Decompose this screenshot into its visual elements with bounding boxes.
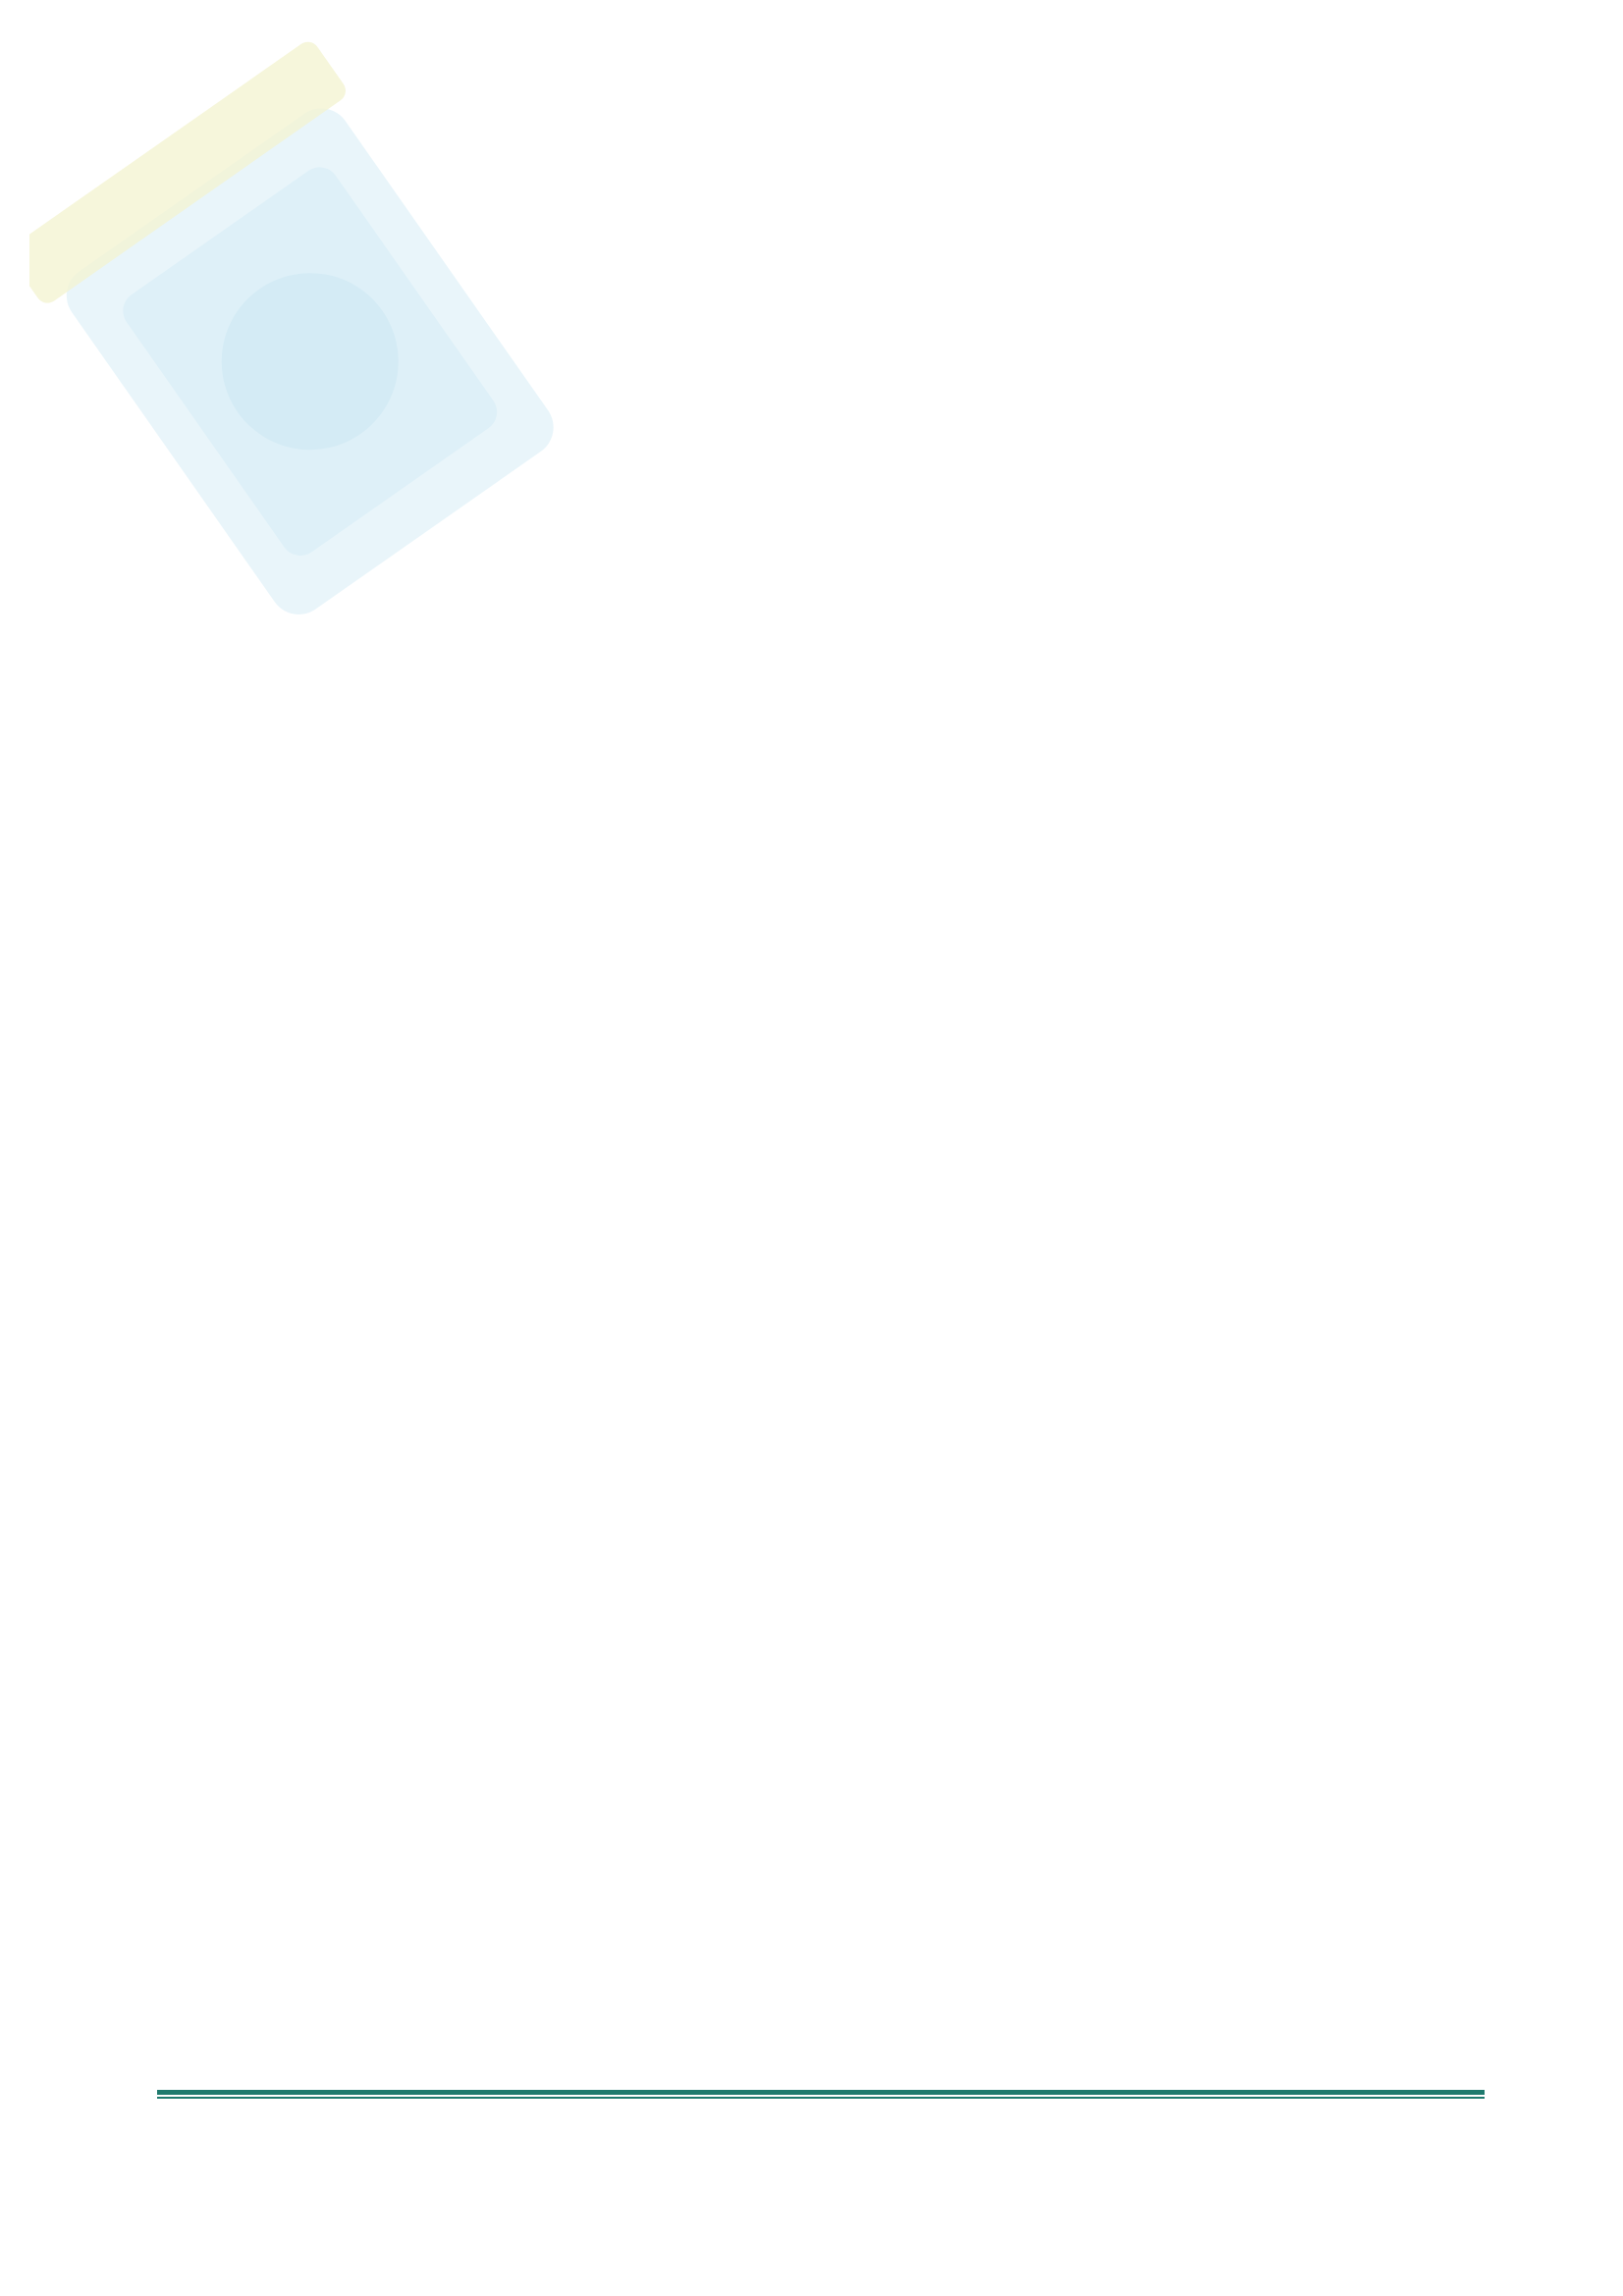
blank-space xyxy=(157,149,1485,605)
footer-divider xyxy=(157,2090,1485,2100)
footer-divider-thin xyxy=(157,2097,1485,2099)
page-body xyxy=(157,149,1485,644)
footer-divider-thick xyxy=(157,2090,1485,2095)
